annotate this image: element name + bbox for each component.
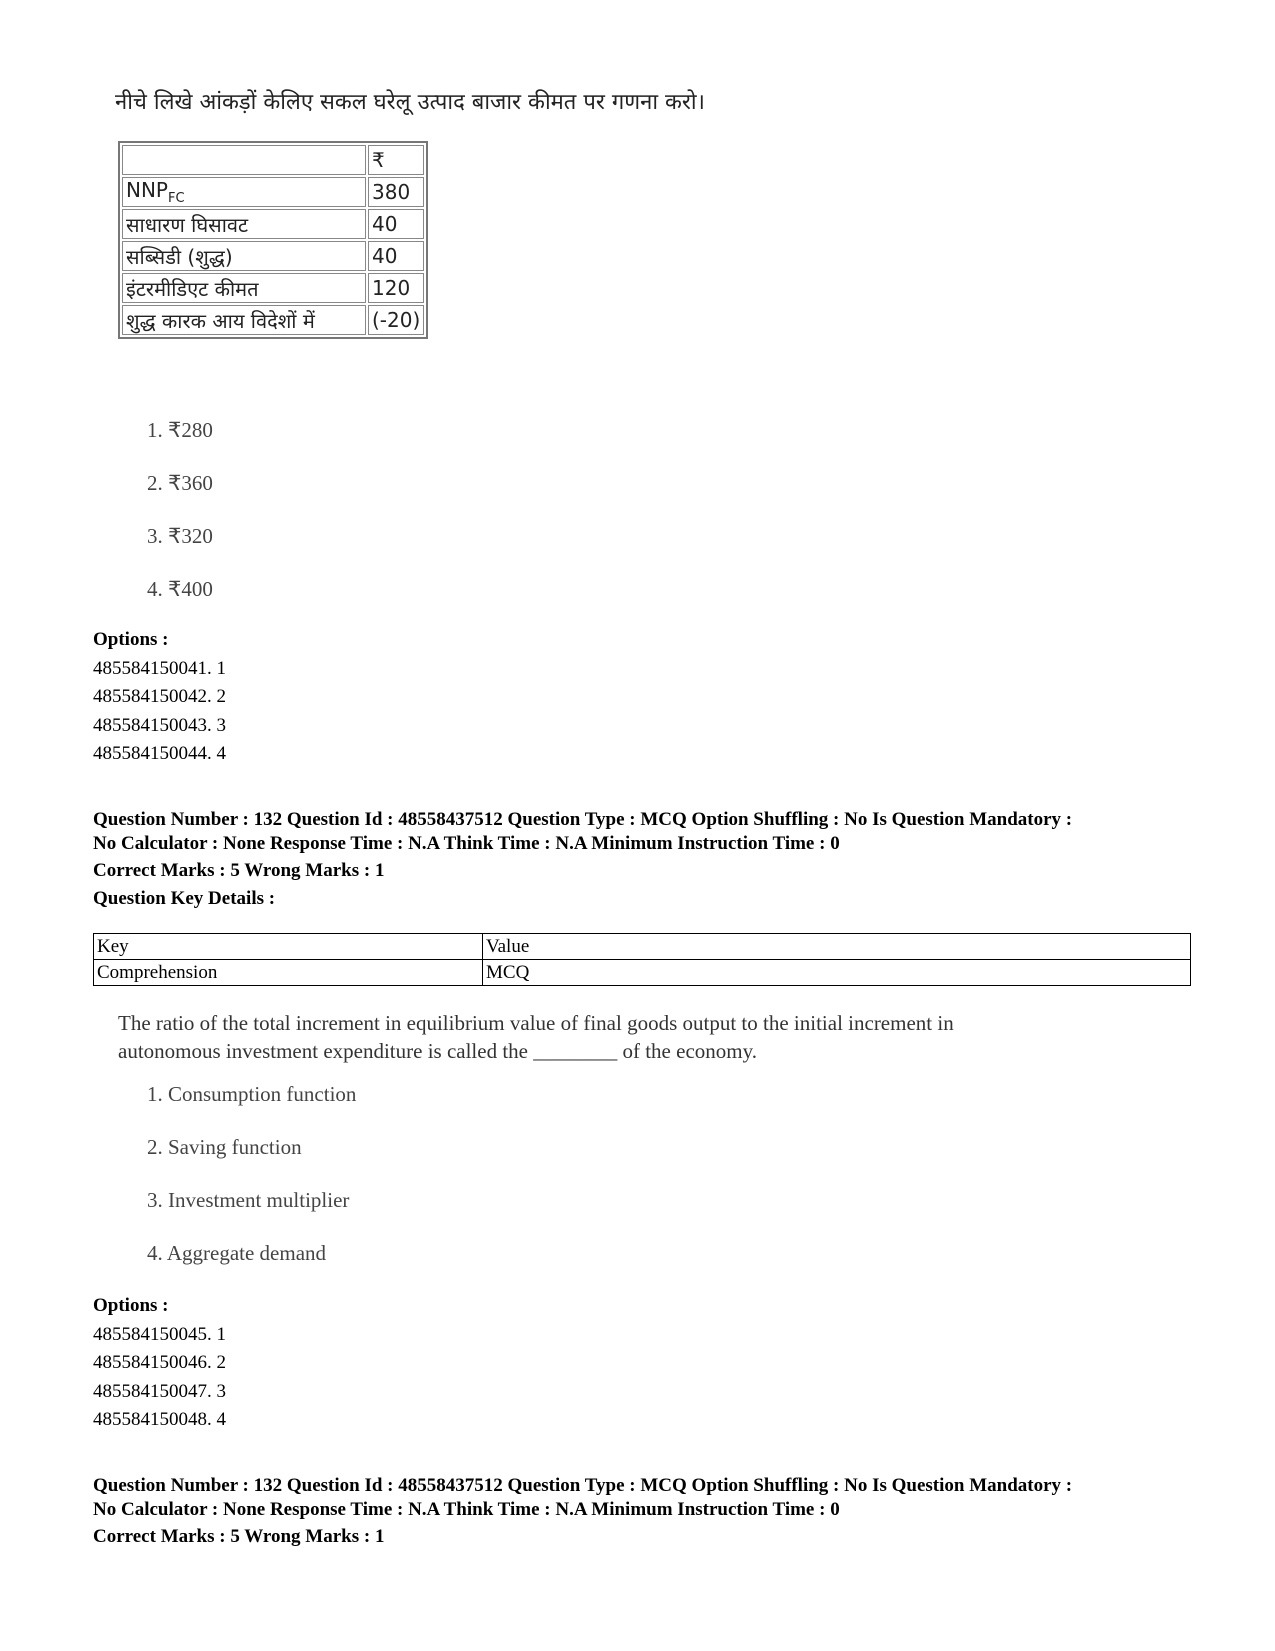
option-item: 485584150048. 4	[93, 1409, 226, 1430]
table-cell	[122, 145, 366, 175]
answer-choice: 2. Saving function	[147, 1135, 302, 1159]
table-cell: MCQ	[483, 960, 1191, 986]
marks-info: Correct Marks : 5 Wrong Marks : 1	[93, 860, 385, 881]
table-cell-value: 40	[368, 241, 424, 271]
options-block	[93, 626, 226, 769]
table-row	[122, 209, 424, 239]
question-meta	[93, 808, 1183, 855]
options-label: Options :	[93, 629, 169, 650]
key-details-label: Question Key Details :	[93, 888, 276, 909]
question-meta-line: No Calculator : None Response Time : N.A Think Time : N.A Minimum Instruction Time : 0	[93, 832, 840, 854]
options-label: Options :	[93, 1295, 169, 1316]
option-item: 485584150045. 1	[93, 1323, 226, 1345]
answer-choice: 4. Aggregate demand	[147, 1241, 327, 1265]
option-item: 485584150046. 2	[93, 1352, 226, 1373]
table-row	[94, 934, 1191, 960]
table-row	[122, 305, 424, 335]
marks-info: Correct Marks : 5 Wrong Marks : 1	[93, 1526, 385, 1547]
table-cell: Comprehension	[94, 960, 483, 986]
question-meta-line: No Calculator : None Response Time : N.A Think Time : N.A Minimum Instruction Time : 0	[93, 1498, 840, 1520]
question-meta-line: Question Number : 132 Question Id : 48558437512 Question Type : MCQ Option Shuffling : No Is Question Mandatory :	[93, 809, 1073, 830]
answer-choice: 3. ₹320	[147, 524, 213, 548]
answer-choice: 2. ₹360	[147, 471, 213, 495]
question-meta-line: Question Number : 132 Question Id : 48558437512 Question Type : MCQ Option Shuffling : No Is Question Mandatory :	[93, 1475, 1073, 1496]
table-cell-value: 40	[368, 209, 424, 239]
question-meta	[93, 1474, 1183, 1521]
table-cell-value: 120	[368, 273, 424, 303]
table-row	[122, 177, 424, 207]
table-header-currency: ₹	[368, 145, 424, 175]
option-item: 485584150047. 3	[93, 1380, 226, 1402]
table-cell-label: सब्सिडी (शुद्ध)	[122, 241, 366, 271]
table-cell-label: शुद्ध कारक आय विदेशों में	[122, 305, 366, 335]
table-row	[122, 241, 424, 271]
table-cell-label: इंटरमीडिएट कीमत	[122, 273, 366, 303]
answer-choice: 1. Consumption function	[147, 1082, 357, 1106]
answer-choice: 1. ₹280	[147, 418, 213, 442]
table-cell-value: 380	[368, 177, 424, 207]
option-item: 485584150044. 4	[93, 743, 226, 764]
table-cell-label: साधारण घिसावट	[122, 209, 366, 239]
table-row	[122, 145, 424, 175]
option-item: 485584150043. 3	[93, 714, 226, 736]
option-item: 485584150042. 2	[93, 686, 226, 707]
answer-choice: 4. ₹400	[147, 577, 213, 601]
table-header: Value	[483, 934, 1191, 960]
answer-choice: 3. Investment multiplier	[147, 1188, 350, 1212]
table-cell-value: (-20)	[368, 305, 424, 335]
data-table	[118, 141, 428, 339]
question-prompt-hindi: नीचे लिखे आंकड़ों केलिए सकल घरेलू उत्पाद बाजार कीमत पर गणना करो।	[115, 90, 705, 115]
table-row	[122, 273, 424, 303]
subscript: FC	[167, 191, 185, 206]
question-prompt-line: autonomous investment expenditure is called the ________ of the economy.	[118, 1039, 757, 1063]
question-prompt	[118, 1009, 954, 1065]
table-header: Key	[94, 934, 483, 960]
options-block	[93, 1292, 226, 1435]
option-item: 485584150041. 1	[93, 657, 226, 679]
table-cell-label: $NNP_{FC}$	[122, 177, 366, 207]
key-details-table	[93, 933, 1191, 986]
table-row	[94, 960, 1191, 986]
question-prompt-line: The ratio of the total increment in equilibrium value of final goods output to the initial increment in	[118, 1011, 954, 1035]
